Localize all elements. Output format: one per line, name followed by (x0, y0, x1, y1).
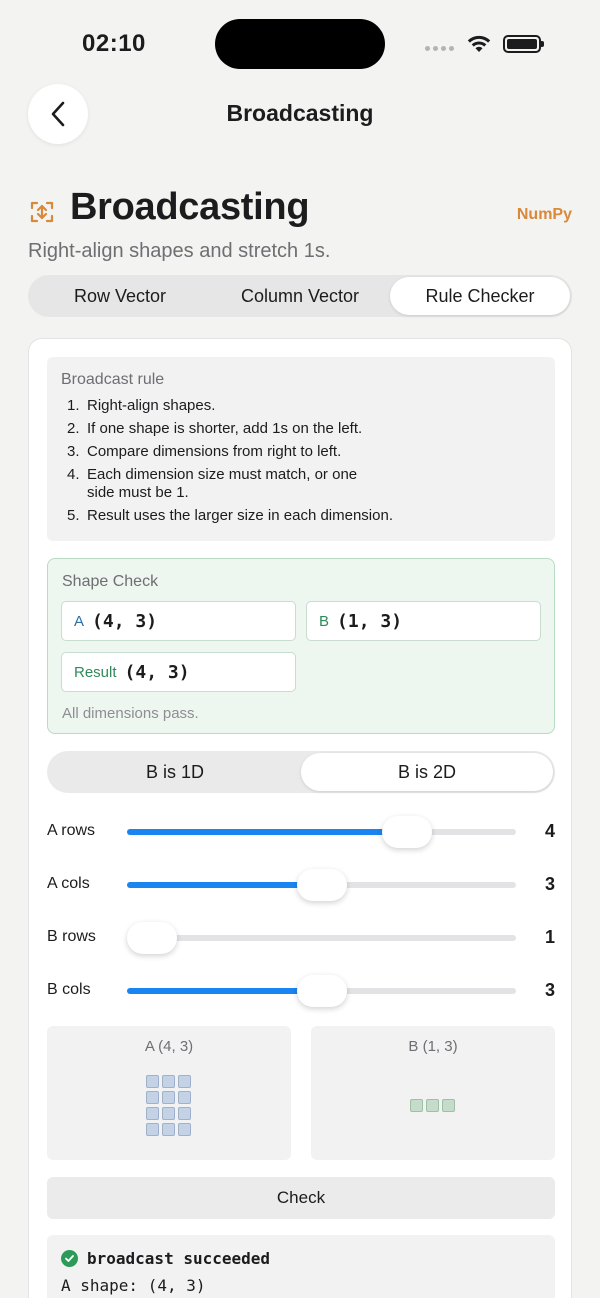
rule-text: Result uses the larger size in each dimension. (87, 507, 393, 524)
shape-check-status: All dimensions pass. (62, 705, 199, 722)
list-item (61, 397, 541, 415)
b-1d-option[interactable]: B is 1D (145, 761, 205, 782)
shape-a-value: (4, 3) (92, 610, 158, 632)
shape-b-label: B (319, 612, 330, 630)
tab-rule-checker[interactable]: Rule Checker (390, 277, 570, 315)
nav-bar (0, 84, 600, 144)
slider-label: B cols (47, 981, 91, 998)
slider-value: 1 (544, 927, 555, 947)
array-b-title: B (1, 3) (408, 1038, 458, 1055)
shape-check-box (47, 558, 555, 734)
array-a-grid-panel (47, 1026, 291, 1160)
slider-value: 3 (544, 874, 555, 894)
rule-number: 1. (67, 397, 80, 414)
mode-tabs (28, 275, 572, 317)
check-button[interactable]: Check (47, 1177, 555, 1219)
list-item (61, 420, 541, 438)
library-tag: NumPy (516, 206, 572, 223)
slider-track[interactable] (127, 829, 516, 835)
slider-b-rows (47, 922, 555, 952)
page-title: Broadcasting (70, 186, 310, 228)
array-b-grid-panel (311, 1026, 555, 1160)
status-bar (0, 0, 600, 90)
result-shape-text: A shape: (4, 3) (61, 1276, 206, 1295)
wifi-icon (466, 34, 492, 54)
shape-a-label: A (74, 612, 85, 630)
slider-b-cols (47, 975, 555, 1005)
shape-b-pill (306, 601, 541, 641)
slider-a-cols (47, 869, 555, 899)
slider-a-rows (47, 816, 555, 846)
broadcast-rule-box (47, 357, 555, 541)
rule-number: 2. (67, 420, 80, 437)
list-item (61, 443, 541, 461)
rule-list (61, 397, 541, 525)
result-shape-pill (61, 652, 296, 692)
rule-text: Right-align shapes. (87, 397, 216, 414)
broadcast-expand-icon (28, 198, 56, 226)
slider-thumb[interactable] (382, 816, 432, 848)
list-item (61, 466, 361, 502)
b-dimension-toggle (47, 751, 555, 793)
list-item (61, 507, 541, 525)
slider-label: B rows (47, 928, 96, 945)
page-subtitle: Right-align shapes and stretch 1s. (28, 240, 331, 262)
result-status-line (61, 1249, 270, 1268)
rule-number: 3. (67, 443, 80, 460)
rule-number: 4. (67, 466, 80, 483)
slider-thumb[interactable] (297, 869, 347, 901)
shape-b-value: (1, 3) (337, 610, 403, 632)
dynamic-island (215, 19, 385, 69)
tab-column-vector[interactable]: Column Vector (240, 285, 360, 306)
slider-value: 4 (544, 821, 555, 841)
slider-thumb[interactable] (127, 922, 177, 954)
cellular-signal-icon (425, 46, 454, 51)
nav-title: Broadcasting (226, 100, 374, 126)
array-a-title: A (4, 3) (144, 1038, 194, 1055)
rule-text: If one shape is shorter, add 1s on the left. (87, 420, 363, 437)
slider-fill (127, 829, 407, 835)
status-time: 02:10 (82, 30, 146, 57)
b-2d-option[interactable]: B is 2D (301, 753, 553, 791)
shape-a-pill (61, 601, 296, 641)
checkmark-circle-icon (61, 1250, 78, 1267)
slider-track[interactable] (127, 935, 516, 941)
slider-track[interactable] (127, 988, 516, 994)
slider-label: A rows (47, 822, 96, 839)
rule-number: 5. (67, 507, 80, 524)
slider-thumb[interactable] (297, 975, 347, 1007)
rule-title: Broadcast rule (61, 371, 165, 388)
slider-fill (127, 882, 322, 888)
rule-text: Each dimension size must match, or one side must be 1. (87, 466, 358, 501)
result-label: Result (74, 663, 117, 681)
slider-label: A cols (47, 875, 90, 892)
array-a-cells (146, 1075, 191, 1136)
battery-icon (503, 35, 541, 53)
result-status-text: broadcast succeeded (87, 1249, 271, 1268)
rule-text: Compare dimensions from right to left. (87, 443, 342, 460)
tab-row-vector[interactable]: Row Vector (73, 285, 167, 306)
slider-track[interactable] (127, 882, 516, 888)
rule-checker-card (28, 338, 572, 1298)
result-output (47, 1235, 555, 1298)
slider-value: 3 (544, 980, 555, 1000)
array-b-cells (410, 1099, 455, 1112)
slider-fill (127, 988, 322, 994)
shape-check-title: Shape Check (62, 573, 159, 590)
result-value: (4, 3) (124, 661, 190, 683)
